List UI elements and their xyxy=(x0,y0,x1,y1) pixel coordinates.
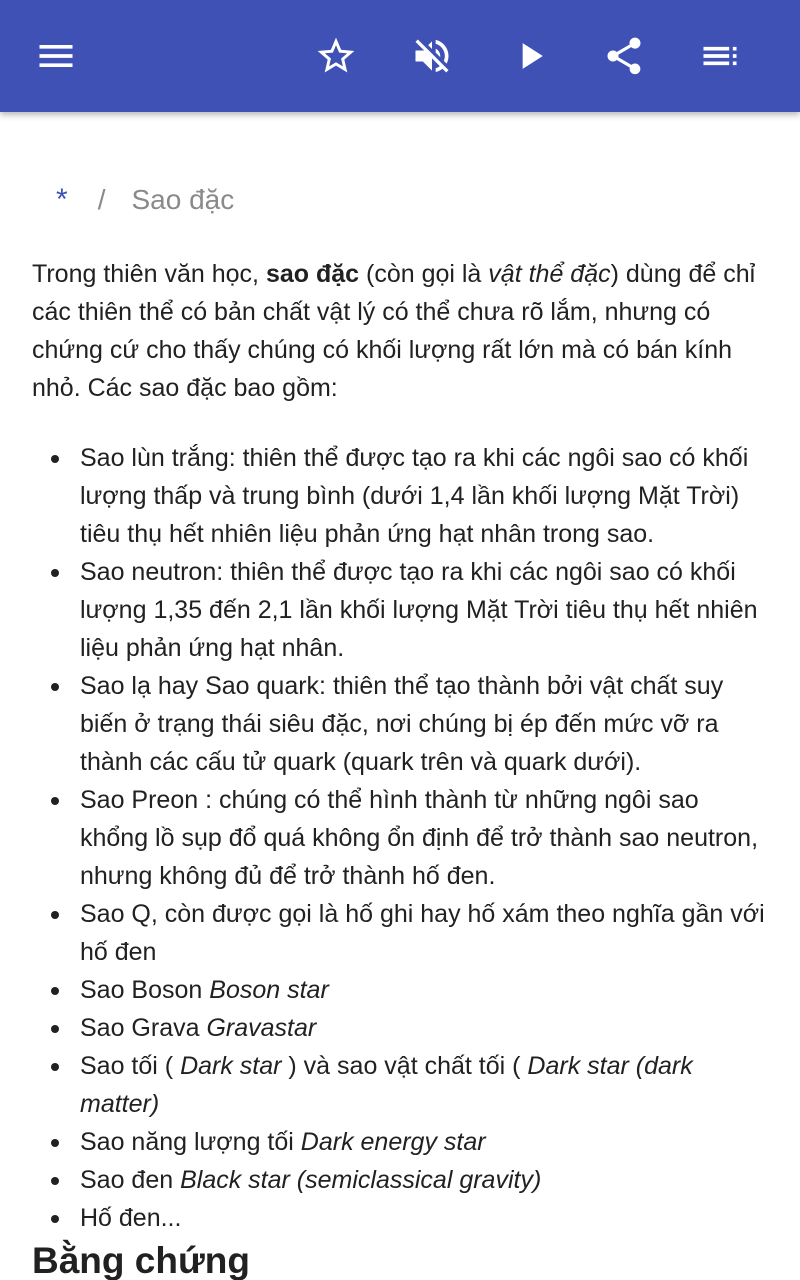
list-item-text: Sao Q, còn được gọi là hố ghi hay hố xám theo nghĩa gần với hố đen xyxy=(80,900,765,966)
share-button[interactable] xyxy=(592,24,656,88)
list-item xyxy=(32,1161,768,1199)
play-icon xyxy=(508,34,552,78)
table-of-contents-button[interactable] xyxy=(688,24,752,88)
list-item-text: Sao Preon : chúng có thể hình thành từ những ngôi sao khổng lồ sụp đổ quá không ổn định để trở thành sao neutron, nhưng không đủ để trở thành hố đen. xyxy=(80,786,759,890)
mute-button[interactable] xyxy=(400,24,464,88)
list-item xyxy=(32,667,768,781)
list-item-text: Sao lùn trắng: thiên thể được tạo ra khi các ngôi sao có khối lượng thấp và trung bình (dưới 1,4 lần khối lượng Mặt Trời) tiêu thụ hết nhiên liệu phản ứng hạt nhân trong sao. xyxy=(80,444,749,548)
bullet xyxy=(51,569,59,577)
list-item-italic: Gravastar xyxy=(206,1014,317,1042)
list-item xyxy=(32,553,768,667)
list-item xyxy=(32,439,768,553)
intro-text: Trong thiên văn học, xyxy=(32,260,266,288)
bullet xyxy=(51,1177,59,1185)
article-content xyxy=(0,112,800,1280)
list-item xyxy=(32,1123,768,1161)
list-item xyxy=(32,1047,768,1123)
list-item-text: Sao đen xyxy=(80,1166,181,1194)
bullet xyxy=(51,797,59,805)
play-button[interactable] xyxy=(498,24,562,88)
list-item xyxy=(32,895,768,971)
share-icon xyxy=(602,34,646,78)
breadcrumb-current: Sao đặc xyxy=(131,184,235,215)
compact-star-list xyxy=(32,439,768,1237)
breadcrumb-home-link[interactable]: * xyxy=(56,183,68,216)
list-item xyxy=(32,1199,768,1237)
list-item-text: Hố đen... xyxy=(80,1204,182,1232)
list-item-italic: Dark star xyxy=(180,1052,282,1080)
menu-icon xyxy=(34,34,78,78)
list-item xyxy=(32,971,768,1009)
list-item-text: Sao neutron: thiên thể được tạo ra khi các ngôi sao có khối lượng 1,35 đến 2,1 lần khối lượng Mặt Trời tiêu thụ hết nhiên liệu phản ứng hạt nhân. xyxy=(80,558,758,662)
bullet xyxy=(51,1063,59,1071)
intro-italic-term: vật thể đặc xyxy=(488,260,611,288)
list-item-text: Sao Boson xyxy=(80,976,210,1004)
list-item-italic: Dark energy star xyxy=(300,1128,486,1156)
intro-paragraph xyxy=(32,255,762,407)
bullet xyxy=(51,455,59,463)
list-item xyxy=(32,1009,768,1047)
bullet xyxy=(51,683,59,691)
star-outline-icon xyxy=(314,34,358,78)
list-item-text: Sao lạ hay Sao quark: thiên thể tạo thành bởi vật chất suy biến ở trạng thái siêu đặc, nơi chúng bị ép đến mức vỡ ra thành các cấu tử quark (quark trên và quark dưới). xyxy=(80,672,724,776)
list-item-italic: Black star (semiclassical gravity) xyxy=(180,1166,542,1194)
list-item xyxy=(32,781,768,895)
breadcrumb-separator: / xyxy=(97,184,106,215)
intro-text: (còn gọi là xyxy=(359,260,489,288)
list-item-text: Sao Grava xyxy=(80,1014,207,1042)
list-item-text: Sao tối ( xyxy=(80,1052,181,1080)
breadcrumb xyxy=(56,182,234,218)
list-item-italic: Dark star (dark matter) xyxy=(80,1052,693,1118)
bullet xyxy=(51,911,59,919)
bullet xyxy=(51,987,59,995)
menu-button[interactable] xyxy=(24,24,88,88)
toc-list-icon xyxy=(698,34,742,78)
bookmark-button[interactable] xyxy=(304,24,368,88)
volume-off-icon xyxy=(410,34,454,78)
intro-text: ) dùng để chỉ các thiên thể có bản chất vật lý có thể chưa rõ lắm, nhưng có chứng cứ cho thấy chúng có khối lượng rất lớn mà có bán kính nhỏ. Các sao đặc bao gồm: xyxy=(32,260,756,402)
bullet xyxy=(51,1215,59,1223)
bullet xyxy=(51,1139,59,1147)
list-item-text: Sao năng lượng tối xyxy=(80,1128,301,1156)
list-item-text: ) và sao vật chất tối ( xyxy=(281,1052,528,1080)
intro-bold-term: sao đặc xyxy=(265,260,360,288)
bullet xyxy=(51,1025,59,1033)
list-item-italic: Boson star xyxy=(209,976,329,1004)
app-toolbar xyxy=(0,0,800,112)
section-heading: Bằng chứng xyxy=(32,1240,250,1280)
